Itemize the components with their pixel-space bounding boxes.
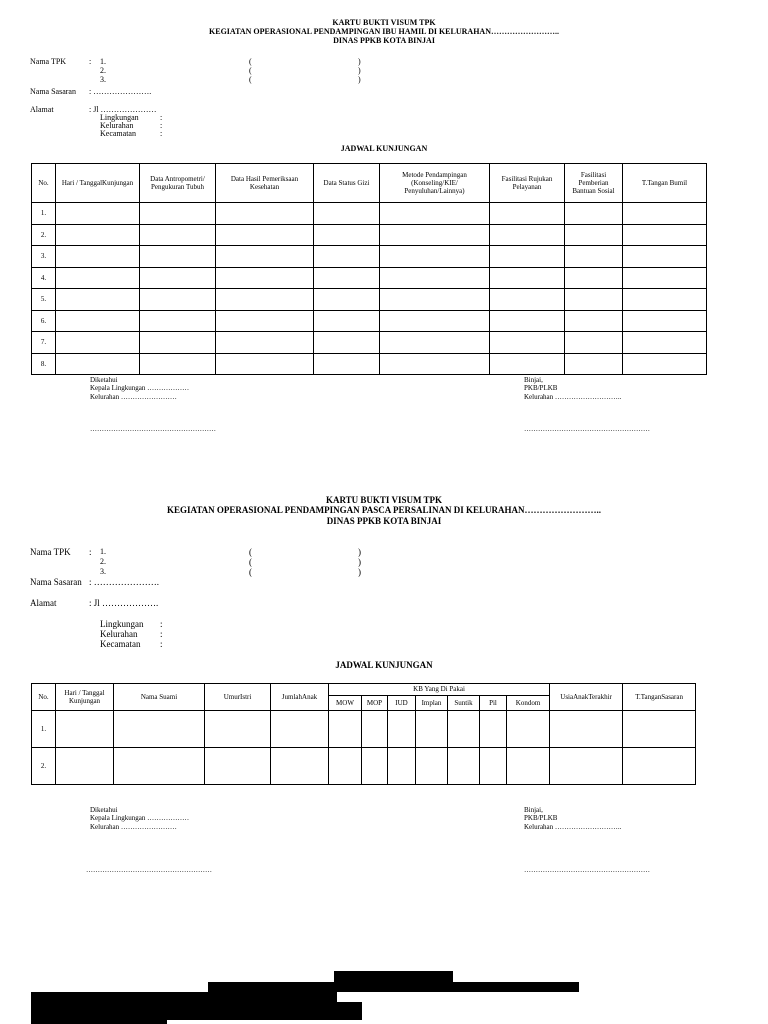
row-number: 8. bbox=[32, 353, 56, 375]
address-field-label: Lingkungan bbox=[100, 619, 144, 629]
card2-schedule-table bbox=[31, 683, 696, 785]
address-field-label: Kelurahan bbox=[100, 629, 138, 639]
col-header: Data Status Gizi bbox=[314, 164, 380, 203]
colon: : bbox=[160, 129, 163, 138]
table-cell[interactable] bbox=[623, 748, 696, 785]
card1-nama-sasaran-value: : …………………. bbox=[89, 87, 152, 96]
card1-address-colons bbox=[160, 114, 162, 138]
paren-close: ) bbox=[358, 75, 361, 84]
paren-open: ( bbox=[249, 567, 252, 577]
table-row bbox=[32, 310, 707, 332]
table-cell[interactable] bbox=[314, 310, 380, 332]
card1-nama-tpk-colon: : bbox=[89, 57, 92, 66]
table-cell[interactable] bbox=[380, 246, 490, 268]
card1-subtitle: KEGIATAN OPERASIONAL PENDAMPINGAN IBU HAMIL DI KELURAHAN…………………….. bbox=[209, 27, 559, 37]
table-cell[interactable] bbox=[565, 246, 623, 268]
col-header: JumlahAnak bbox=[271, 684, 329, 711]
table-cell[interactable] bbox=[56, 310, 140, 332]
card2-nama-tpk-label: Nama TPK bbox=[30, 547, 71, 557]
colon: : bbox=[160, 121, 163, 130]
col-header-group: KB Yang Di Pakai bbox=[329, 684, 550, 696]
col-header: UsiaAnakTerakhir bbox=[550, 684, 623, 711]
card1-nama-sasaran-label: Nama Sasaran bbox=[30, 87, 76, 96]
table-cell[interactable] bbox=[380, 224, 490, 246]
card2-address-fields bbox=[100, 619, 144, 649]
table-cell[interactable] bbox=[623, 332, 707, 354]
table-cell[interactable] bbox=[56, 748, 114, 785]
table-header-row bbox=[32, 164, 707, 203]
table-cell[interactable] bbox=[507, 711, 550, 748]
table-row bbox=[32, 748, 696, 785]
card1-header bbox=[0, 18, 768, 46]
table-cell[interactable] bbox=[380, 353, 490, 375]
table-row bbox=[32, 332, 707, 354]
card1-schedule-title: JADWAL KUNJUNGAN bbox=[340, 144, 428, 153]
table-row bbox=[32, 289, 707, 311]
paren-open: ( bbox=[249, 547, 252, 557]
row-number: 3. bbox=[32, 246, 56, 268]
table-row bbox=[32, 353, 707, 375]
col-subheader: Implan bbox=[416, 696, 448, 711]
table-row bbox=[32, 246, 707, 268]
table-cell[interactable] bbox=[216, 332, 314, 354]
paren-close: ) bbox=[358, 567, 361, 577]
sign-line-text: Kelurahan …………………… bbox=[90, 392, 177, 401]
col-header: T.Tangan Bumil bbox=[623, 164, 707, 203]
table-row bbox=[32, 224, 707, 246]
row-number: 2. bbox=[32, 224, 56, 246]
table-cell[interactable] bbox=[314, 224, 380, 246]
col-header: Fasilitasi Rujukan Pelayanan bbox=[490, 164, 565, 203]
table-cell[interactable] bbox=[623, 310, 707, 332]
colon: : bbox=[160, 619, 163, 629]
table-cell[interactable] bbox=[56, 224, 140, 246]
col-header: Nama Suami bbox=[114, 684, 205, 711]
table-cell[interactable] bbox=[448, 711, 480, 748]
card1-tpk-number: 2. bbox=[100, 66, 106, 75]
paren-close: ) bbox=[358, 557, 361, 567]
table-cell[interactable] bbox=[490, 353, 565, 375]
card2-header bbox=[0, 495, 768, 526]
sign-line-text: Binjai, bbox=[524, 376, 543, 384]
sign-line-text: Kepala Lingkungan ……………… bbox=[90, 384, 190, 393]
row-number: 2. bbox=[32, 748, 56, 785]
table-cell[interactable] bbox=[480, 748, 507, 785]
table-cell[interactable] bbox=[140, 246, 216, 268]
table-header-row bbox=[32, 684, 696, 696]
table-cell[interactable] bbox=[314, 203, 380, 225]
card1-paren-close-col bbox=[358, 57, 361, 84]
row-number: 5. bbox=[32, 289, 56, 311]
table-cell[interactable] bbox=[114, 711, 205, 748]
table-cell[interactable] bbox=[314, 246, 380, 268]
table-cell[interactable] bbox=[114, 748, 205, 785]
card1-tpk-number: 1. bbox=[100, 57, 106, 66]
table-cell[interactable] bbox=[329, 711, 362, 748]
col-header: Metode Pendampingan (Konseling/KIE/ Penyuluhan/Lainnya) bbox=[380, 164, 490, 203]
sign-line-text: Kepala Lingkungan ……………… bbox=[90, 814, 190, 823]
address-field-label: Lingkungan bbox=[100, 113, 139, 122]
address-field-label: Kecamatan bbox=[100, 129, 136, 138]
table-cell[interactable] bbox=[623, 203, 707, 225]
card2-tpk-number: 3. bbox=[100, 567, 106, 576]
colon: : bbox=[160, 629, 163, 639]
table-cell[interactable] bbox=[56, 289, 140, 311]
table-cell[interactable] bbox=[550, 748, 623, 785]
redaction-bar bbox=[31, 1020, 167, 1024]
card2-title: KARTU BUKTI VISUM TPK bbox=[325, 495, 443, 505]
table-cell[interactable] bbox=[507, 748, 550, 785]
redaction-bar bbox=[208, 982, 579, 992]
card2-address-colons bbox=[160, 619, 163, 649]
table-cell[interactable] bbox=[380, 289, 490, 311]
table-cell[interactable] bbox=[565, 310, 623, 332]
redaction-bar bbox=[334, 971, 453, 982]
sign-line-text: Kelurahan …………………… bbox=[90, 822, 177, 831]
card2-tpk-number: 2. bbox=[100, 557, 106, 566]
table-cell[interactable] bbox=[416, 711, 448, 748]
table-cell[interactable] bbox=[623, 289, 707, 311]
paren-open: ( bbox=[249, 66, 252, 75]
table-cell[interactable] bbox=[565, 224, 623, 246]
card1-title: KARTU BUKTI VISUM TPK bbox=[332, 18, 436, 27]
redaction-bar bbox=[31, 1002, 362, 1020]
card1-address-fields bbox=[100, 114, 139, 138]
col-header: Fasilitasi Pemberian Bantuan Sosial bbox=[565, 164, 623, 203]
table-cell[interactable] bbox=[314, 332, 380, 354]
card1-agency: DINAS PPKB KOTA BINJAI bbox=[333, 36, 435, 46]
table-cell[interactable] bbox=[565, 289, 623, 311]
card2-subtitle: KEGIATAN OPERASIONAL PENDAMPINGAN PASCA PERSALINAN DI KELURAHAN…………………….. bbox=[166, 505, 602, 516]
card2-tpk-number: 1. bbox=[100, 547, 106, 556]
table-cell[interactable] bbox=[565, 203, 623, 225]
table-cell[interactable] bbox=[565, 267, 623, 289]
table-cell[interactable] bbox=[205, 711, 271, 748]
col-subheader: Suntik bbox=[448, 696, 480, 711]
table-row bbox=[32, 203, 707, 225]
row-number: 1. bbox=[32, 711, 56, 748]
table-cell[interactable] bbox=[362, 748, 388, 785]
card1-paren-open-col bbox=[249, 57, 252, 84]
card1-signature-line-left: ……………………………………………… bbox=[90, 425, 216, 433]
table-cell[interactable] bbox=[380, 267, 490, 289]
table-cell[interactable] bbox=[140, 267, 216, 289]
table-cell[interactable] bbox=[490, 332, 565, 354]
table-cell[interactable] bbox=[388, 711, 416, 748]
col-header: Data Antropometri/ Pengukuran Tubuh bbox=[140, 164, 216, 203]
table-cell[interactable] bbox=[216, 224, 314, 246]
table-cell[interactable] bbox=[623, 711, 696, 748]
table-cell[interactable] bbox=[490, 224, 565, 246]
sign-line-text: PKB/PLKB bbox=[524, 384, 558, 393]
paren-close: ) bbox=[358, 66, 361, 75]
card2-sign-left bbox=[90, 806, 189, 831]
table-cell[interactable] bbox=[362, 711, 388, 748]
col-header: T.TanganSasaran bbox=[623, 684, 696, 711]
col-subheader: MOW bbox=[329, 696, 362, 711]
row-number: 1. bbox=[32, 203, 56, 225]
card1-schedule-table bbox=[31, 163, 707, 375]
table-cell[interactable] bbox=[550, 711, 623, 748]
row-number: 4. bbox=[32, 267, 56, 289]
table-cell[interactable] bbox=[56, 246, 140, 268]
address-field-label: Kelurahan bbox=[100, 121, 134, 130]
table-cell[interactable] bbox=[56, 353, 140, 375]
card1-sign-right bbox=[524, 376, 621, 401]
card2-signature-line-left: ……………………………………………… bbox=[86, 866, 212, 874]
card2-nama-tpk-colon: : bbox=[89, 547, 92, 557]
table-cell[interactable] bbox=[271, 748, 329, 785]
table-cell[interactable] bbox=[216, 203, 314, 225]
card1-alamat-value: : Jl ………………… bbox=[89, 105, 157, 114]
table-cell[interactable] bbox=[314, 289, 380, 311]
table-cell[interactable] bbox=[56, 203, 140, 225]
table-cell[interactable] bbox=[490, 289, 565, 311]
table-cell[interactable] bbox=[490, 267, 565, 289]
card2-paren-open-col bbox=[249, 547, 252, 577]
table-cell[interactable] bbox=[490, 246, 565, 268]
sign-line-text: Kelurahan ……………………….. bbox=[524, 392, 622, 401]
card1-tpk-number: 3. bbox=[100, 75, 106, 84]
table-row bbox=[32, 267, 707, 289]
card2-nama-sasaran-label: Nama Sasaran bbox=[30, 577, 82, 587]
card1-sign-left bbox=[90, 376, 189, 401]
table-cell[interactable] bbox=[380, 332, 490, 354]
paren-open: ( bbox=[249, 57, 252, 66]
paren-open: ( bbox=[249, 557, 252, 567]
col-header: Hari / TanggalKunjungan bbox=[56, 164, 140, 203]
colon: : bbox=[160, 639, 163, 649]
table-cell[interactable] bbox=[216, 289, 314, 311]
table-cell[interactable] bbox=[388, 748, 416, 785]
table-cell[interactable] bbox=[216, 353, 314, 375]
paren-close: ) bbox=[358, 547, 361, 557]
table-cell[interactable] bbox=[56, 267, 140, 289]
table-cell[interactable] bbox=[205, 748, 271, 785]
col-header: No. bbox=[32, 684, 56, 711]
sign-line-text: Diketahui bbox=[90, 806, 118, 814]
card2-alamat-label: Alamat bbox=[30, 598, 57, 608]
col-subheader: Kondom bbox=[507, 696, 550, 711]
col-header: No. bbox=[32, 164, 56, 203]
table-cell[interactable] bbox=[380, 310, 490, 332]
card2-tpk-list bbox=[100, 547, 106, 577]
table-cell[interactable] bbox=[314, 353, 380, 375]
table-cell[interactable] bbox=[329, 748, 362, 785]
table-cell[interactable] bbox=[140, 203, 216, 225]
table-cell[interactable] bbox=[623, 224, 707, 246]
row-number: 6. bbox=[32, 310, 56, 332]
card2-sign-right bbox=[524, 806, 621, 831]
card2-nama-sasaran-value: : …………………. bbox=[89, 577, 160, 587]
table-cell[interactable] bbox=[140, 224, 216, 246]
table-cell[interactable] bbox=[314, 267, 380, 289]
sign-line-text: Binjai, bbox=[524, 806, 543, 814]
col-header: Hari / Tanggal Kunjungan bbox=[56, 684, 114, 711]
card1-nama-tpk-label: Nama TPK bbox=[30, 57, 67, 66]
redaction-bar bbox=[31, 992, 337, 1002]
table-row bbox=[32, 711, 696, 748]
table-cell[interactable] bbox=[216, 246, 314, 268]
card2-paren-close-col bbox=[358, 547, 361, 577]
col-subheader: MOP bbox=[362, 696, 388, 711]
card2-signature-line-right: ……………………………………………… bbox=[524, 866, 650, 874]
table-cell[interactable] bbox=[565, 332, 623, 354]
card1-alamat-label: Alamat bbox=[30, 105, 54, 114]
table-cell[interactable] bbox=[56, 332, 140, 354]
paren-open: ( bbox=[249, 75, 252, 84]
table-cell[interactable] bbox=[140, 332, 216, 354]
address-field-label: Kecamatan bbox=[100, 639, 141, 649]
sign-line-text: Diketahui bbox=[90, 376, 118, 384]
table-cell[interactable] bbox=[216, 310, 314, 332]
col-subheader: Pil bbox=[480, 696, 507, 711]
card1-tpk-list bbox=[100, 57, 106, 84]
table-cell[interactable] bbox=[271, 711, 329, 748]
table-cell[interactable] bbox=[416, 748, 448, 785]
table-cell[interactable] bbox=[56, 711, 114, 748]
table-cell[interactable] bbox=[480, 711, 507, 748]
table-cell[interactable] bbox=[140, 289, 216, 311]
table-cell[interactable] bbox=[623, 353, 707, 375]
table-cell[interactable] bbox=[623, 246, 707, 268]
card2-agency: DINAS PPKB KOTA BINJAI bbox=[326, 515, 442, 526]
card1-signature-line-right: ……………………………………………… bbox=[524, 425, 650, 433]
paren-close: ) bbox=[358, 57, 361, 66]
table-cell[interactable] bbox=[380, 203, 490, 225]
card2-alamat-value: : Jl ………………. bbox=[89, 598, 159, 608]
sign-line-text: Kelurahan ……………………….. bbox=[524, 822, 622, 831]
colon: : bbox=[160, 113, 163, 122]
col-header: Data Hasil Pemeriksaan Kesehatan bbox=[216, 164, 314, 203]
col-subheader: IUD bbox=[388, 696, 416, 711]
row-number: 7. bbox=[32, 332, 56, 354]
table-cell[interactable] bbox=[448, 748, 480, 785]
sign-line-text: PKB/PLKB bbox=[524, 814, 558, 823]
table-cell[interactable] bbox=[216, 267, 314, 289]
table-cell[interactable] bbox=[140, 353, 216, 375]
card2-schedule-title: JADWAL KUNJUNGAN bbox=[335, 660, 433, 670]
table-cell[interactable] bbox=[623, 267, 707, 289]
table-cell[interactable] bbox=[490, 203, 565, 225]
table-cell[interactable] bbox=[140, 310, 216, 332]
col-header: UmurIstri bbox=[205, 684, 271, 711]
table-cell[interactable] bbox=[490, 310, 565, 332]
table-cell[interactable] bbox=[565, 353, 623, 375]
